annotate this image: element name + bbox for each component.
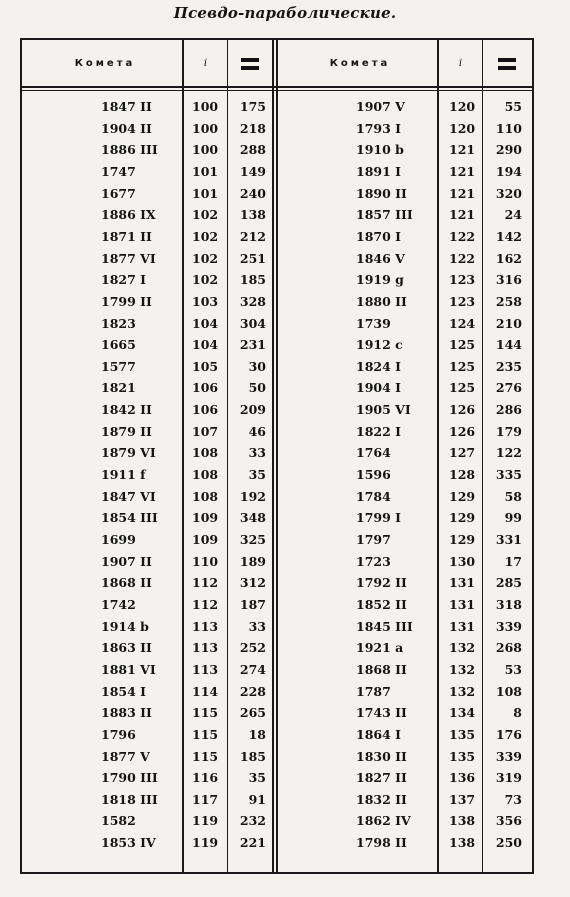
left-inclination-cell: 119 [192,835,219,851]
right-omega-cell: 194 [495,163,522,179]
table-row [0,702,570,724]
right-omega-cell: 144 [495,337,522,353]
omega-symbol-icon [241,58,259,71]
right-comet-cell: 1904 I [356,380,401,396]
left-comet-cell: 1886 IX [101,207,156,223]
left-inclination-cell: 100 [192,142,219,158]
left-omega-cell: 251 [239,250,266,266]
right-omega-cell: 235 [495,358,522,374]
right-omega-cell: 316 [495,272,522,288]
right-omega-cell: 73 [504,791,522,807]
left-inclination-cell: 108 [192,467,219,483]
right-inclination-cell: 123 [449,293,476,309]
left-comet-cell: 1790 III [101,770,158,786]
right-comet-cell: 1907 V [356,99,405,114]
table-row [0,767,570,789]
left-comet-cell: 1665 [101,337,136,353]
right-omega-cell: 99 [504,510,522,526]
left-comet-cell: 1847 II [101,99,152,114]
left-comet-cell: 1879 II [101,423,152,439]
right-comet-cell: 1764 [356,445,391,461]
left-omega-cell: 33 [248,445,266,461]
right-omega-cell: 250 [495,835,522,851]
left-comet-cell: 1577 [101,358,136,374]
header-i-right: i [458,58,463,69]
left-omega-cell: 218 [239,120,266,136]
table-row [0,637,570,659]
left-inclination-cell: 113 [192,640,219,656]
left-inclination-cell: 100 [192,99,219,114]
left-inclination-cell: 104 [192,315,219,331]
left-comet-cell: 1904 II [101,120,152,136]
table-row [0,789,570,811]
right-comet-cell: 1822 I [356,423,401,439]
left-inclination-cell: 102 [192,272,219,288]
left-omega-cell: 91 [248,791,266,807]
omega-symbol-icon [498,58,516,71]
left-comet-cell: 1821 [101,380,136,396]
left-inclination-cell: 107 [192,423,219,439]
left-inclination-cell: 102 [192,207,219,223]
right-inclination-cell: 129 [449,532,476,547]
left-omega-cell: 231 [239,337,266,353]
left-omega-cell: 348 [239,510,266,526]
left-inclination-cell: 119 [192,813,219,829]
right-omega-cell: 110 [495,120,522,136]
left-comet-cell: 1879 VI [101,445,156,461]
left-inclination-cell: 108 [192,445,219,461]
left-omega-cell: 252 [239,640,266,656]
left-omega-cell: 274 [239,661,266,677]
right-omega-cell: 285 [495,575,522,591]
left-omega-cell: 288 [239,142,266,158]
right-comet-cell: 1846 V [356,250,405,266]
right-inclination-cell: 126 [449,402,476,418]
table-row [0,356,570,378]
right-inclination-cell: 121 [449,163,476,179]
table-row [0,681,570,703]
right-comet-cell: 1845 III [356,618,413,634]
left-comet-cell: 1911 f [101,467,146,483]
left-inclination-cell: 114 [192,683,219,699]
right-omega-cell: 331 [495,532,522,547]
left-inclination-cell: 115 [192,705,219,721]
right-inclination-cell: 131 [449,618,476,634]
right-inclination-cell: 138 [449,835,476,851]
left-omega-cell: 325 [239,532,266,547]
right-comet-cell: 1919 g [356,272,404,288]
left-inclination-cell: 102 [192,228,219,244]
right-inclination-cell: 132 [449,640,476,656]
right-comet-cell: 1862 IV [356,813,411,829]
right-inclination-cell: 132 [449,661,476,677]
right-omega-cell: 142 [495,228,522,244]
right-inclination-cell: 120 [449,99,476,114]
right-comet-cell: 1868 II [356,661,407,677]
right-inclination-cell: 121 [449,142,476,158]
left-omega-cell: 35 [248,467,266,483]
table-row [0,96,570,118]
left-omega-cell: 185 [239,272,266,288]
right-inclination-cell: 130 [449,553,476,569]
right-comet-cell: 1857 III [356,207,413,223]
table-row [0,746,570,768]
table-row [0,832,570,854]
table-row [0,810,570,832]
left-omega-cell: 192 [239,488,266,504]
left-inclination-cell: 101 [192,163,219,179]
left-comet-cell: 1823 [101,315,136,331]
right-inclination-cell: 129 [449,510,476,526]
left-inclination-cell: 109 [192,510,219,526]
left-inclination-cell: 102 [192,250,219,266]
right-inclination-cell: 122 [449,228,476,244]
left-omega-cell: 175 [239,99,266,114]
right-inclination-cell: 121 [449,185,476,201]
table-row [0,659,570,681]
table-row [0,572,570,594]
left-omega-cell: 304 [239,315,266,331]
left-inclination-cell: 106 [192,380,219,396]
table-row [0,724,570,746]
right-omega-cell: 162 [495,250,522,266]
right-omega-cell: 318 [495,596,522,612]
right-inclination-cell: 136 [449,770,476,786]
left-omega-cell: 232 [239,813,266,829]
right-omega-cell: 320 [495,185,522,201]
left-comet-cell: 1853 IV [101,835,156,851]
table-row [0,507,570,529]
left-comet-cell: 1854 I [101,683,146,699]
right-comet-cell: 1723 [356,553,391,569]
right-inclination-cell: 124 [449,315,476,331]
table-row [0,269,570,291]
right-omega-cell: 335 [495,467,522,483]
right-comet-cell: 1596 [356,467,391,483]
table-row [0,616,570,638]
left-omega-cell: 185 [239,748,266,764]
left-inclination-cell: 104 [192,337,219,353]
right-omega-cell: 339 [495,748,522,764]
left-omega-cell: 265 [239,705,266,721]
left-inclination-cell: 112 [192,596,219,612]
right-inclination-cell: 135 [449,726,476,742]
right-inclination-cell: 121 [449,207,476,223]
left-inclination-cell: 113 [192,618,219,634]
left-omega-cell: 209 [239,402,266,418]
left-comet-cell: 1747 [101,163,136,179]
left-inclination-cell: 110 [192,553,219,569]
left-inclination-cell: 103 [192,293,219,309]
right-inclination-cell: 125 [449,337,476,353]
right-inclination-cell: 127 [449,445,476,461]
table-row [0,161,570,183]
left-omega-cell: 221 [239,835,266,851]
right-omega-cell: 58 [504,488,522,504]
table-row [0,139,570,161]
header-i-left: i [203,58,208,69]
table-row [0,594,570,616]
left-omega-cell: 240 [239,185,266,201]
right-comet-cell: 1739 [356,315,391,331]
left-comet-cell: 1868 II [101,575,152,591]
right-omega-cell: 179 [495,423,522,439]
right-omega-cell: 176 [495,726,522,742]
right-comet-cell: 1864 I [356,726,401,742]
left-comet-cell: 1883 II [101,705,152,721]
right-comet-cell: 1827 II [356,770,407,786]
left-inclination-cell: 105 [192,358,219,374]
right-inclination-cell: 128 [449,467,476,483]
left-comet-cell: 1842 II [101,402,152,418]
left-omega-cell: 212 [239,228,266,244]
left-inclination-cell: 100 [192,120,219,136]
right-inclination-cell: 135 [449,748,476,764]
left-comet-cell: 1699 [101,532,136,547]
left-omega-cell: 18 [248,726,266,742]
table-row [0,183,570,205]
left-comet-cell: 1877 V [101,748,150,764]
right-omega-cell: 268 [495,640,522,656]
right-inclination-cell: 120 [449,120,476,136]
right-omega-cell: 290 [495,142,522,158]
left-omega-cell: 138 [239,207,266,223]
right-comet-cell: 1784 [356,488,391,504]
right-inclination-cell: 125 [449,380,476,396]
right-inclination-cell: 122 [449,250,476,266]
right-omega-cell: 55 [504,99,522,114]
left-omega-cell: 30 [248,358,266,374]
right-omega-cell: 108 [495,683,522,699]
left-comet-cell: 1914 b [101,618,149,634]
right-inclination-cell: 123 [449,272,476,288]
left-comet-cell: 1907 II [101,553,152,569]
right-comet-cell: 1792 II [356,575,407,591]
right-comet-cell: 1891 I [356,163,401,179]
left-comet-cell: 1582 [101,813,136,829]
left-comet-cell: 1677 [101,185,136,201]
right-omega-cell: 122 [495,445,522,461]
right-inclination-cell: 131 [449,596,476,612]
right-comet-cell: 1910 b [356,142,404,158]
left-inclination-cell: 116 [192,770,219,786]
table-row [0,226,570,248]
right-omega-cell: 8 [513,705,522,721]
right-comet-cell: 1824 I [356,358,401,374]
left-inclination-cell: 115 [192,726,219,742]
left-omega-cell: 328 [239,293,266,309]
right-omega-cell: 53 [504,661,522,677]
right-comet-cell: 1743 II [356,705,407,721]
left-comet-cell: 1818 III [101,791,158,807]
right-comet-cell: 1912 c [356,337,403,353]
right-inclination-cell: 138 [449,813,476,829]
right-comet-cell: 1798 II [356,835,407,851]
right-omega-cell: 339 [495,618,522,634]
right-inclination-cell: 137 [449,791,476,807]
left-omega-cell: 187 [239,596,266,612]
table-row [0,486,570,508]
right-inclination-cell: 129 [449,488,476,504]
right-inclination-cell: 125 [449,358,476,374]
table-row [0,377,570,399]
left-comet-cell: 1742 [101,596,136,612]
left-omega-cell: 35 [248,770,266,786]
table-row [0,204,570,226]
right-omega-cell: 356 [495,813,522,829]
left-comet-cell: 1827 I [101,272,146,288]
table-row [0,464,570,486]
left-comet-cell: 1877 VI [101,250,156,266]
left-inclination-cell: 112 [192,575,219,591]
left-inclination-cell: 115 [192,748,219,764]
right-comet-cell: 1890 II [356,185,407,201]
left-inclination-cell: 113 [192,661,219,677]
right-omega-cell: 258 [495,293,522,309]
left-omega-cell: 33 [248,618,266,634]
right-inclination-cell: 134 [449,705,476,721]
table-row [0,551,570,573]
left-comet-cell: 1854 III [101,510,158,526]
left-comet-cell: 1886 III [101,142,158,158]
left-comet-cell: 1881 VI [101,661,156,677]
left-omega-cell: 228 [239,683,266,699]
left-inclination-cell: 108 [192,488,219,504]
left-omega-cell: 46 [248,423,266,439]
left-omega-cell: 189 [239,553,266,569]
right-comet-cell: 1793 I [356,120,401,136]
left-omega-cell: 50 [248,380,266,396]
table-row [0,442,570,464]
table-row [0,291,570,313]
right-comet-cell: 1905 VI [356,402,411,418]
right-comet-cell: 1787 [356,683,391,699]
right-comet-cell: 1870 I [356,228,401,244]
left-comet-cell: 1863 II [101,640,152,656]
table-row [0,529,570,551]
table-row [0,118,570,140]
header-comet-right: Комета [329,58,391,69]
right-comet-cell: 1830 II [356,748,407,764]
right-omega-cell: 286 [495,402,522,418]
right-comet-cell: 1921 a [356,640,404,656]
header-comet-left: Комета [74,58,136,69]
right-inclination-cell: 131 [449,575,476,591]
right-comet-cell: 1852 II [356,596,407,612]
table-row [0,313,570,335]
page-title: Псевдо-параболические. [173,4,397,22]
left-inclination-cell: 101 [192,185,219,201]
left-inclination-cell: 109 [192,532,219,547]
right-omega-cell: 210 [495,315,522,331]
table-row [0,334,570,356]
left-comet-cell: 1847 VI [101,488,156,504]
right-inclination-cell: 126 [449,423,476,439]
left-inclination-cell: 106 [192,402,219,418]
table-row [0,421,570,443]
right-omega-cell: 24 [504,207,522,223]
right-omega-cell: 276 [495,380,522,396]
table-row [0,248,570,270]
left-comet-cell: 1871 II [101,228,152,244]
right-comet-cell: 1799 I [356,510,401,526]
right-comet-cell: 1880 II [356,293,407,309]
left-comet-cell: 1796 [101,726,136,742]
right-comet-cell: 1832 II [356,791,407,807]
left-comet-cell: 1799 II [101,293,152,309]
left-omega-cell: 312 [239,575,266,591]
left-inclination-cell: 117 [192,791,219,807]
right-omega-cell: 17 [504,553,522,569]
left-omega-cell: 149 [239,163,266,179]
table-row [0,399,570,421]
right-omega-cell: 319 [495,770,522,786]
right-inclination-cell: 132 [449,683,476,699]
right-comet-cell: 1797 [356,532,391,547]
